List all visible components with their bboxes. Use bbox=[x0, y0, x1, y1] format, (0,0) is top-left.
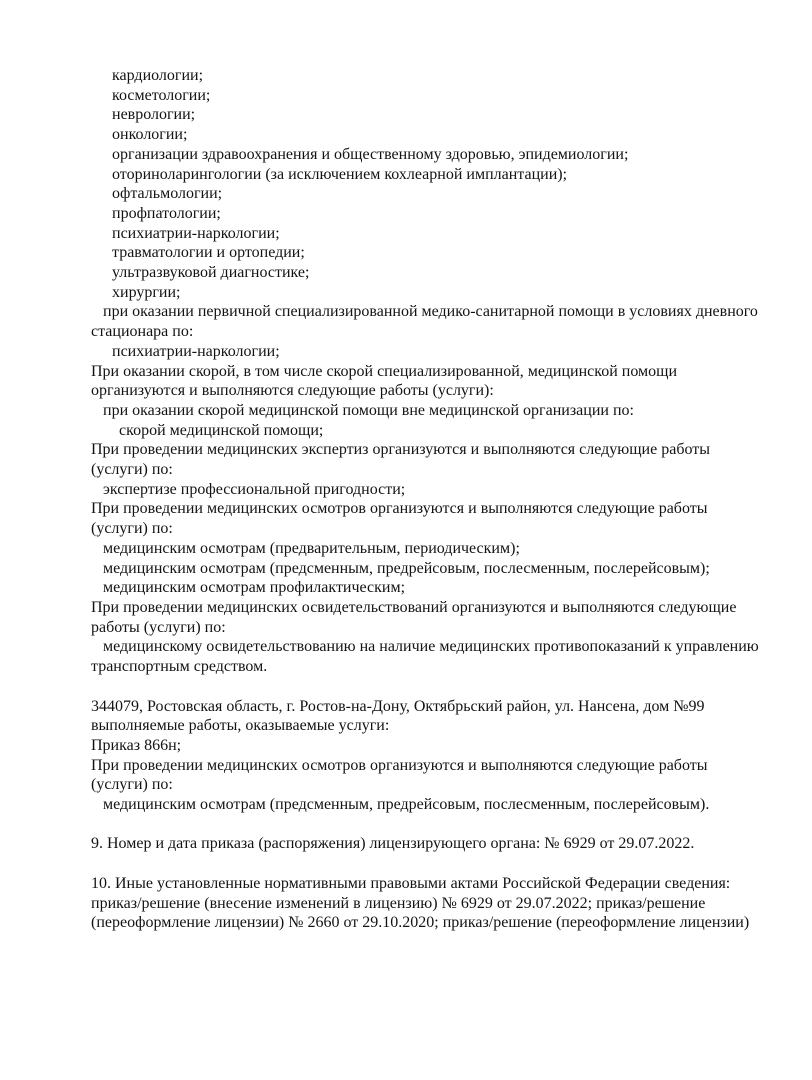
text-line: При проведении медицинских освидетельствований организуются и выполняются следующие bbox=[91, 598, 737, 616]
text-line: При проведении медицинских осмотров организуются и выполняются следующие работы bbox=[91, 756, 708, 774]
text-line: 9. Номер и дата приказа (распоряжения) лицензирующего органа: № 6929 от 29.07.2022. bbox=[91, 835, 695, 853]
text-line: при оказании первичной специализированной медико-санитарной помощи в условиях дневного bbox=[103, 303, 758, 321]
text-line: медицинскому освидетельствованию на наличие медицинских противопоказаний к управлению bbox=[103, 638, 759, 656]
text-line: ультразвуковой диагностике; bbox=[112, 264, 310, 282]
text-line: Приказ 866н; bbox=[91, 736, 182, 754]
text-line: транспортным средством. bbox=[91, 658, 268, 676]
text-line: выполняемые работы, оказываемые услуги: bbox=[91, 717, 390, 735]
text-line: кардиологии; bbox=[112, 67, 204, 84]
text-line: косметологии; bbox=[112, 86, 211, 104]
text-line: онкологии; bbox=[112, 126, 188, 144]
text-line: приказ/решение (внесение изменений в лицензию) № 6929 от 29.07.2022; приказ/решение bbox=[91, 894, 706, 912]
text-line: работы (услуги) по: bbox=[91, 618, 226, 636]
text-line: экспертизе профессиональной пригодности; bbox=[103, 480, 406, 498]
blank-line bbox=[91, 677, 782, 697]
text-line: (услуги) по: bbox=[91, 776, 173, 794]
text-line: оториноларингологии (за исключением кохлеарной имплантации); bbox=[112, 165, 568, 183]
text-line: медицинским осмотрам профилактическим; bbox=[103, 579, 406, 597]
text-line: 10. Иные установленные нормативными правовыми актами Российской Федерации сведения: bbox=[91, 874, 731, 892]
text-line: травматологии и ортопедии; bbox=[112, 244, 305, 262]
text-line: хирургии; bbox=[112, 283, 181, 301]
text-line: При оказании скорой, в том числе скорой специализированной, медицинской помощи bbox=[91, 362, 678, 380]
text-line: медицинским осмотрам (предварительным, периодическим); bbox=[103, 539, 520, 557]
text-line: при оказании скорой медицинской помощи вне медицинской организации по: bbox=[103, 401, 634, 419]
text-line: При проведении медицинских осмотров организуются и выполняются следующие работы bbox=[91, 500, 708, 518]
text-line: скорой медицинской помощи; bbox=[119, 421, 324, 439]
text-line: медицинским осмотрам (предсменным, предрейсовым, послесменным, послерейсовым); bbox=[103, 559, 710, 577]
text-line: медицинским осмотрам (предсменным, предрейсовым, послесменным, послерейсовым). bbox=[103, 796, 710, 814]
text-line: (услуги) по: bbox=[91, 520, 173, 538]
text-line: При проведении медицинских экспертиз организуются и выполняются следующие работы bbox=[91, 441, 710, 459]
text-line: (переоформление лицензии) № 2660 от 29.10.2020; приказ/решение (переоформление лицензии) bbox=[91, 914, 750, 932]
text-line: 344079, Ростовская область, г. Ростов-на-Дону, Октябрьский район, ул. Нансена, дом №99 bbox=[91, 697, 705, 715]
blank-line bbox=[91, 815, 782, 835]
text-line: неврологии; bbox=[112, 106, 196, 124]
text-line: психиатрии-наркологии; bbox=[112, 224, 280, 242]
blank-line bbox=[91, 854, 782, 874]
text-line: организуются и выполняются следующие работы (услуги): bbox=[91, 382, 494, 400]
text-line: профпатологии; bbox=[112, 204, 221, 222]
text-line: (услуги) по: bbox=[91, 461, 173, 479]
text-line: офтальмологии; bbox=[112, 185, 223, 203]
document-body bbox=[91, 66, 782, 933]
text-line: психиатрии-наркологии; bbox=[112, 342, 280, 360]
text-line: организации здравоохранения и общественному здоровью, эпидемиологии; bbox=[112, 145, 629, 163]
text-line: стационара по: bbox=[91, 323, 194, 341]
